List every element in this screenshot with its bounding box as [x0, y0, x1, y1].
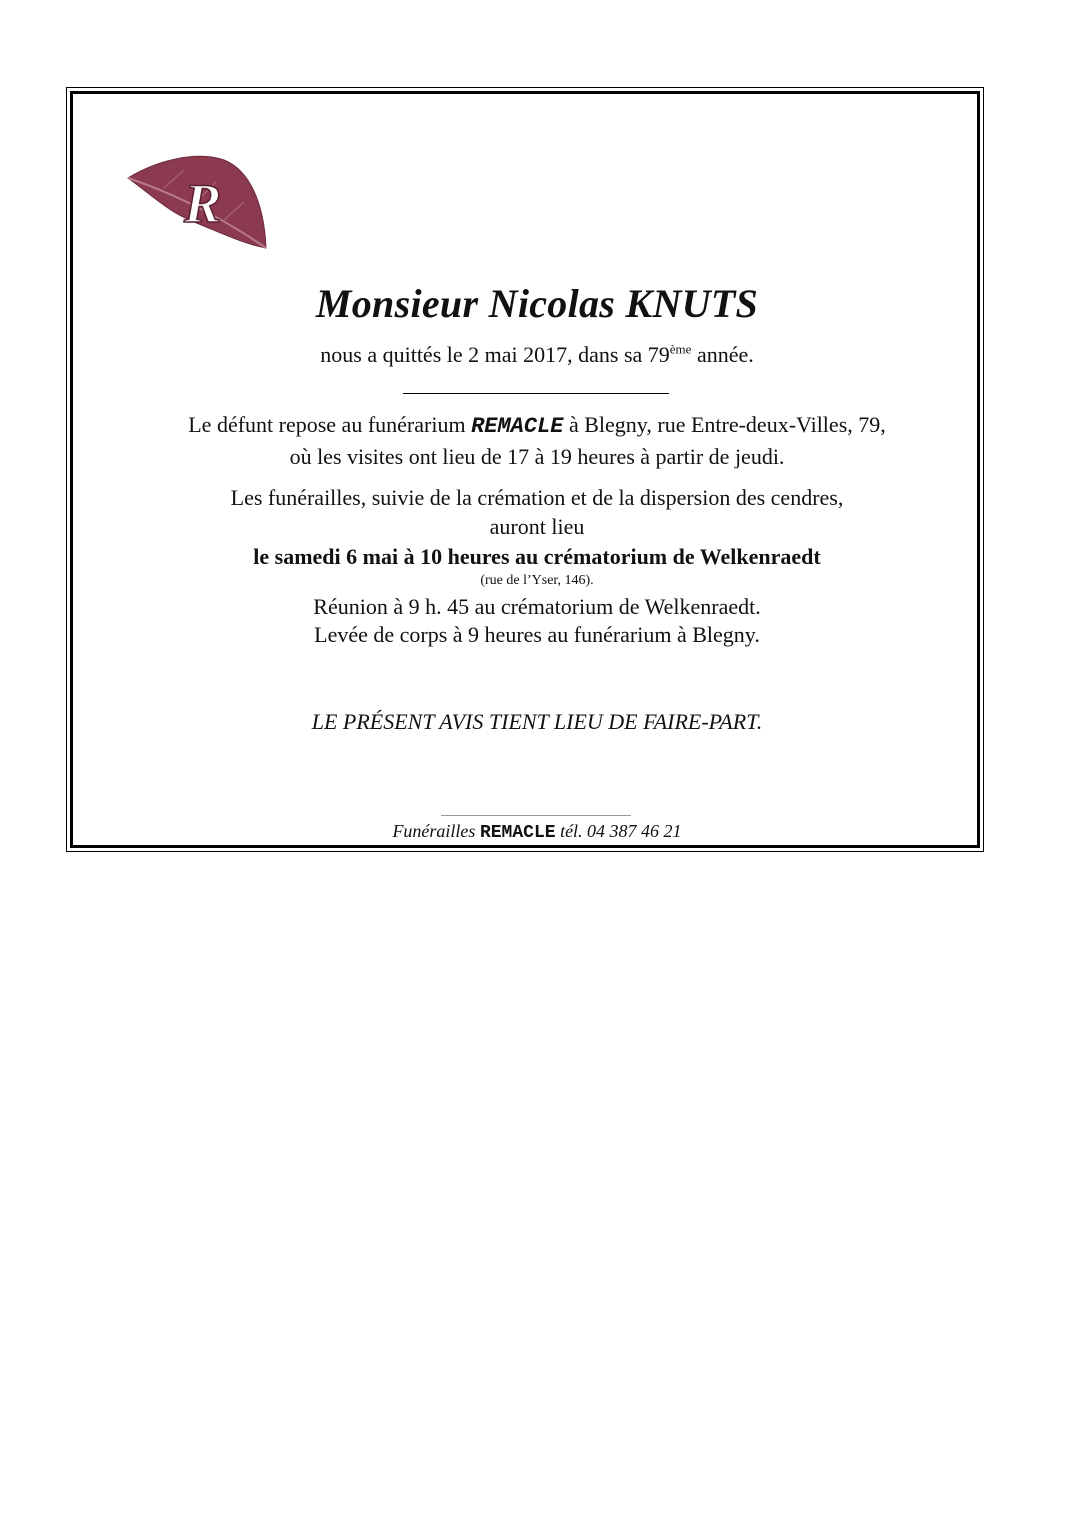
funeral-line-2: auront lieu — [489, 514, 585, 539]
footer-phone: tél. 04 387 46 21 — [555, 821, 682, 841]
footer-brand: REMACLE — [479, 823, 556, 843]
repose-line-2: où les visites ont lieu de 17 à 19 heures à partir de jeudi. — [289, 444, 785, 469]
footer-contact — [72, 819, 1002, 845]
faire-part-notice: LE PRÉSENT AVIS TIENT LIEU DE FAIRE-PART. — [311, 709, 763, 734]
repose-text-start: Le défunt repose au funérarium — [188, 412, 472, 437]
reunion-line: Réunion à 9 h. 45 au crématorium de Welkenraedt. — [313, 594, 761, 619]
leaf-logo-icon — [124, 152, 270, 252]
separator-line — [403, 393, 669, 394]
funeral-date-line: le samedi 6 mai à 10 heures au crématorium de Welkenraedt — [253, 544, 821, 569]
levee-line: Levée de corps à 9 heures au funérarium à Blegny. — [314, 622, 760, 647]
deceased-name: Monsieur Nicolas KNUTS — [315, 281, 759, 326]
announcement-text: nous a quittés le 2 mai 2017, dans sa 79 — [320, 342, 670, 367]
repose-text-end: à Blegny, rue Entre-deux-Villes, 79, — [563, 412, 886, 437]
announcement-superscript: ème — [669, 341, 692, 357]
announcement-end: année. — [691, 342, 754, 367]
repose-line-1 — [72, 410, 1002, 442]
death-announcement — [72, 340, 1002, 370]
crematorium-address: (rue de l’Yser, 146). — [480, 573, 594, 588]
footer-prefix: Funérailles — [392, 821, 480, 841]
funeral-line-1: Les funérailles, suivie de la crémation et de la dispersion des cendres, — [230, 485, 844, 510]
brand-name: REMACLE — [471, 414, 564, 439]
logo-letter: R — [184, 173, 222, 235]
footer-separator — [441, 815, 631, 816]
